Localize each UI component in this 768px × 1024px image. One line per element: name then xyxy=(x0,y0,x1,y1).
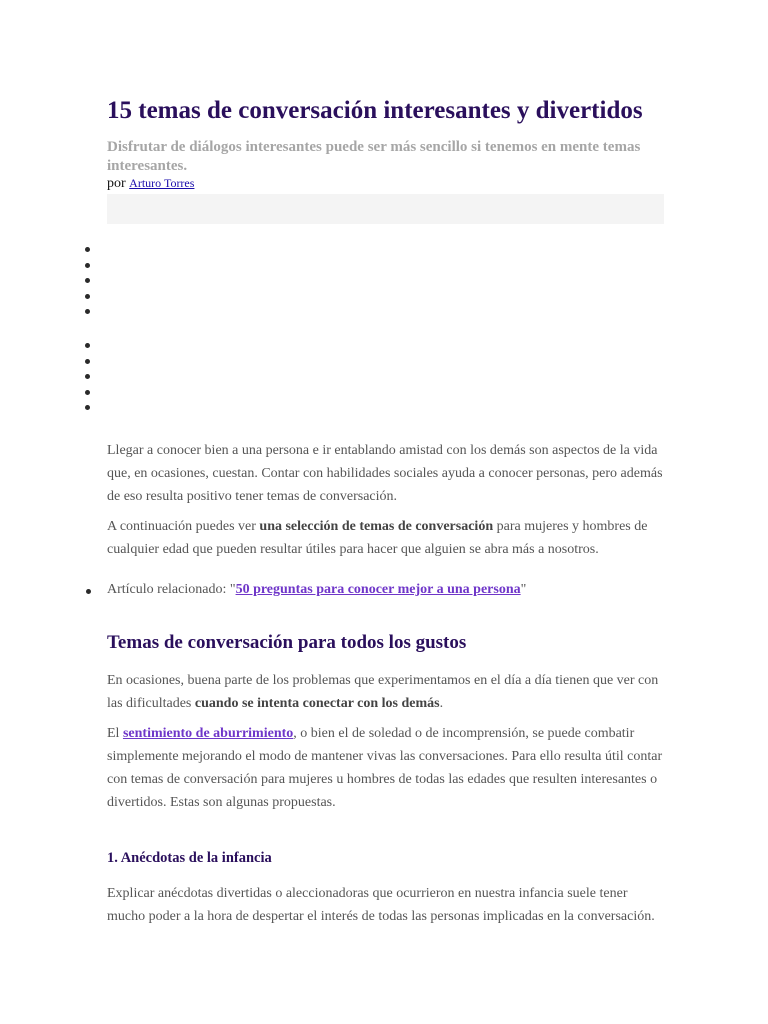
subsection-heading: 1. Anécdotas de la infancia xyxy=(107,850,272,866)
bullet xyxy=(86,589,91,594)
section-paragraph-2 xyxy=(107,722,667,814)
article-subtitle: Disfrutar de diálogos interesantes puede ser más sencillo si tenemos en mente temas interesantes. xyxy=(107,139,641,174)
byline-prefix: por xyxy=(107,176,130,191)
text-fragment: . xyxy=(439,696,444,711)
section-heading: Temas de conversación para todos los gustos xyxy=(107,632,467,653)
ad-placeholder xyxy=(107,194,664,224)
subsection-paragraph-1: Explicar anécdotas divertidas o aleccionadoras que ocurrieron en nuestra infancia suele tener mucho poder a la hora de despertar el interés de todas las personas implicadas en la conversación. xyxy=(107,886,655,924)
text-fragment: A continuación puedes ver xyxy=(107,519,260,534)
intro-paragraph-2 xyxy=(107,515,667,561)
section-paragraph-1 xyxy=(107,669,667,715)
boredom-link[interactable]: sentimiento de aburrimiento xyxy=(122,726,294,741)
bold-text: una selección de temas de conversación xyxy=(259,519,494,534)
related-article-link[interactable]: 50 preguntas para conocer mejor a una persona xyxy=(235,582,521,597)
byline xyxy=(107,176,194,192)
bold-text: cuando se intenta conectar con los demás xyxy=(194,696,440,711)
related-prefix: Artículo relacionado: " xyxy=(107,582,236,597)
intro-paragraph-1: Llegar a conocer bien a una persona e ir entablando amistad con los demás son aspectos de la vida que, en ocasiones, cuestan. Contar con habilidades sociales ayuda a conocer personas, pero además de eso resulta positivo tener temas de conversación. xyxy=(107,443,663,504)
text-fragment: En ocasiones, buena parte de los problemas que experimentamos en el día a día tienen que ver con las dificultades xyxy=(107,673,659,711)
related-article xyxy=(107,582,526,598)
article-title: 15 temas de conversación interesantes y divertidos xyxy=(107,97,643,124)
related-suffix: " xyxy=(520,582,527,597)
text-fragment: para mujeres y hombres de cualquier edad que pueden resultar útiles para hacer que alguien se abra más a nosotros. xyxy=(107,519,648,557)
author-link[interactable]: Arturo Torres xyxy=(129,176,195,190)
text-fragment: , o bien el de soledad o de incomprensión, se puede combatir simplemente mejorando el modo de mantener vivas las conversaciones. Para ello resulta útil contar con temas de conversación para mujeres u hombres de todas las edades que resulten interesantes o divertidos. Estas son algunas propuestas. xyxy=(107,726,663,810)
text-fragment: El xyxy=(107,726,123,741)
